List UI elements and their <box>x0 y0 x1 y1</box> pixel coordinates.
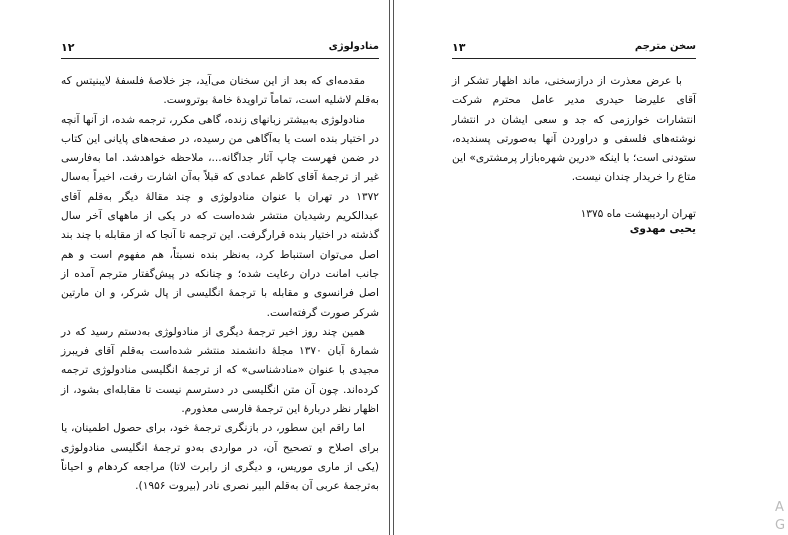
gutter-line-left <box>389 0 390 535</box>
right-paragraph-1: با عرض معذرت از درازسخنی، ماند اظهار تشکر از آقای علیرضا حیدری مدیر عامل محترم شرکت انتشارات خوارزمی که جد و سعی ایشان در انتشار نوشته‌های فلسفی و دراوردن آنها به‌صورتی پسندیده، ستودنی است؛ با اینکه «درین شهره‌بازار پرمشتری» این متاع را خریدار چندان نیست. <box>452 75 696 184</box>
signature-date: تهران اردیبهشت ماه ۱۳۷۵ <box>580 207 696 220</box>
left-running-title: منادولوژی <box>328 41 379 52</box>
edge-mark-g: G <box>775 518 786 533</box>
edge-mark-a: A <box>775 500 784 515</box>
right-page-body <box>452 72 696 237</box>
right-header-rule <box>452 58 696 59</box>
right-page-number: ۱۳ <box>452 41 466 54</box>
left-paragraph-1: مقدمه‌ای که بعد از این سخنان می‌آید، جز خلاصهٔ فلسفهٔ لایبنیتس که به‌قلم لاشلیه است، تماماً تراویدهٔ خامهٔ بوتروست. <box>61 75 379 107</box>
left-paragraph-2: منادولوژی به‌بیشتر زبانهای زنده، گاهی مکرر، ترجمه شده، از آنها آنچه در اختیار بنده است یا به‌آگاهی من رسیده، در صفحه‌های پایانی این کتاب در ضمن فهرست چاپ آثار جداگانه...، ملاحظه خواهدشد. اما به‌فارسی غیر از ترجمهٔ آقای کاظم عمادی که قبلاً به‌آن اشارت رفت، اخیراً به‌سال ۱۳۷۲ در تهران با عنوان منادولوژی و چند مقالهٔ دیگر به‌قلم آقای عبدالکریم رشیدیان منتشر شده‌است که در یکی از ماههای آخر سال گذشته در اختیار بنده قرارگرفت. این ترجمه تا آنجا که از مقابله با چند بند اصل می‌توان استنباط کرد، به‌نظر بنده نسبتاً، هم مفهوم است و هم جانب امانت دران رعایت شده؛ و چنانکه در پیش‌گفتار مترجم آمده از اصل فرانسوی و مقابله با ترجمهٔ انگلیسی از پال شرکر، و ان مارتین شرکر صورت گرفته‌است. <box>61 113 379 319</box>
left-page-header <box>61 41 379 57</box>
left-page-number: ۱۲ <box>61 41 75 54</box>
left-page-body <box>61 72 379 497</box>
signature-block <box>452 207 696 237</box>
left-paragraph-4: اما راقم این سطور، در بازنگری ترجمهٔ خود، برای حصول اطمینان، یا برای اصلاح و تصحیح آن، در مواردی به‌دو ترجمهٔ انگلیسی منادولوژی (یکی از ماری موریس، و دیگری از رابرت لاتا) مراجعه کردهام و احیاناً به‌ترجمهٔ عربی آن به‌قلم البیر نصری نادر (بیروت ۱۹۵۶). <box>61 422 379 493</box>
left-paragraph-3: همین چند روز اخیر ترجمهٔ دیگری از منادولوژی به‌دستم رسید که در شمارهٔ آبان ۱۳۷۰ مجلهٔ دانشمند منتشر شده‌است به‌قلم آقای فریبرز مجیدی با عنوان «منادشناسی» که از ترجمهٔ انگلیسی منادولوژی ترجمه کرده‌اند. چون آن متن انگلیسی در دسترسم نیست تا مقابله‌ای بشود، از اظهار نظر دربارهٔ این ترجمهٔ فارسی معذورم. <box>61 325 379 416</box>
right-page-header <box>452 41 696 57</box>
left-page <box>61 0 379 535</box>
signature-name: یحیی مهدوی <box>629 222 696 235</box>
left-header-rule <box>61 58 379 59</box>
right-running-title: سخن مترجم <box>634 41 696 52</box>
gutter-line-right <box>393 0 394 535</box>
right-page <box>452 0 696 535</box>
